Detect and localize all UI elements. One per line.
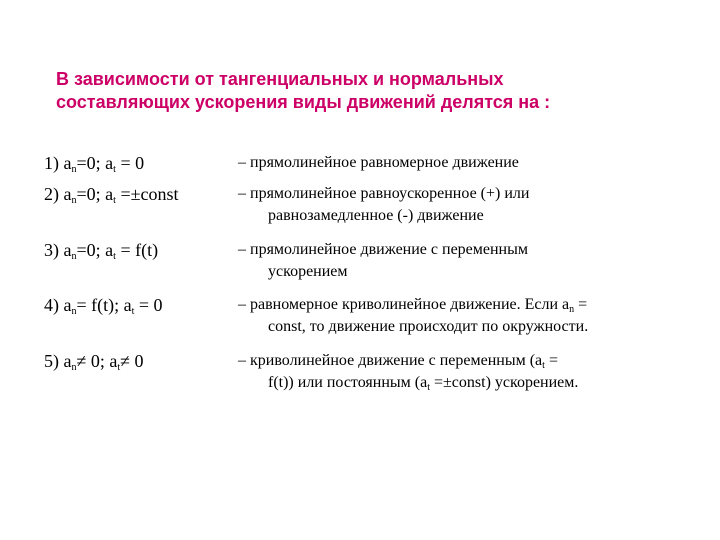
description-3: – прямолинейное движение с переменным ускорением — [238, 241, 528, 280]
condition-3: 3) $a_n=0$; $a_t = f(t)$ — [44, 240, 159, 262]
condition-2: 2) $a_n=0$; $a_t$ =±const — [44, 184, 179, 206]
condition-5: 5) $a_n\ne 0$; $a_t\ne 0$ — [44, 351, 144, 373]
description-2: – прямолинейное равноускоренное (+) или равнозамедленное (-) движение — [238, 185, 530, 224]
description-4: – равномерное криволинейное движение. Если $a_n$ = const, то движение происходит по окружности. — [238, 296, 589, 335]
heading-line-2: составляющих ускорения виды движений делятся на : — [56, 92, 551, 112]
condition-1: 1) $a_n=0$; $a_t = 0$ — [44, 153, 145, 175]
description-5: – криволинейное движение с переменным ($a_t$ = f(t)) или постоянным ($a_t$ =±const) ускорением. — [238, 352, 579, 393]
heading-line-1: В зависимости от тангенциальных и нормальных — [56, 69, 504, 89]
condition-4: 4) $a_n= f(t)$; $a_t = 0$ — [44, 295, 163, 317]
description-1: – прямолинейное равномерное движение — [238, 154, 519, 171]
slide-heading — [56, 68, 676, 114]
